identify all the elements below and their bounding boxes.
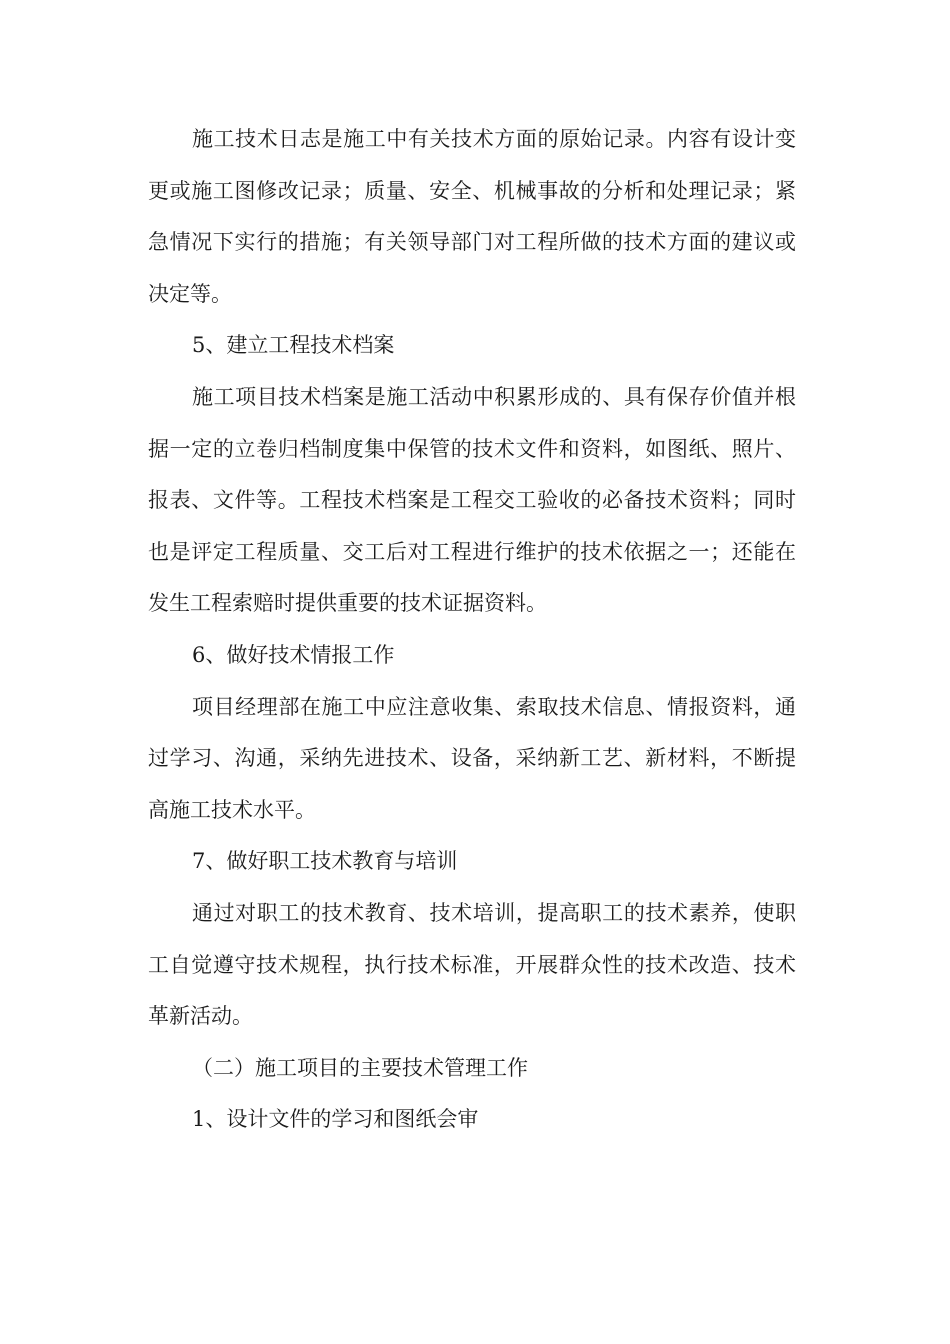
heading-design-review: 1、设计文件的学习和图纸会审: [192, 1107, 479, 1132]
paragraph-technical-intelligence: 项目经理部在施工中应注意收集、索取技术信息、情报资料，通过学习、沟通，采纳先进技术、设备，采纳新工艺、新材料，不断提高施工技术水平。: [148, 694, 796, 822]
paragraph-construction-log: 施工技术日志是施工中有关技术方面的原始记录。内容有设计变更或施工图修改记录；质量、安全、机械事故的分析和处理记录；紧急情况下实行的措施；有关领导部门对工程所做的技术方面的建议或决定等。: [148, 127, 796, 306]
section-heading-main-tasks: （二）施工项目的主要技术管理工作: [192, 1055, 528, 1080]
heading-technical-archives: 5、建立工程技术档案: [192, 333, 395, 358]
paragraph-staff-training: 通过对职工的技术教育、技术培训，提高职工的技术素养，使职工自觉遵守技术规程，执行技术标准，开展群众性的技术改造、技术革新活动。: [148, 900, 796, 1029]
heading-technical-intelligence: 6、做好技术情报工作: [192, 642, 395, 667]
heading-staff-training: 7、做好职工技术教育与培训: [192, 849, 458, 874]
document-body: [148, 114, 796, 1146]
paragraph-technical-archives: 施工项目技术档案是施工活动中积累形成的、具有保存价值并根据一定的立卷归档制度集中保管的技术文件和资料，如图纸、照片、报表、文件等。工程技术档案是工程交工验收的必备技术资料；同时也是评定工程质量、交工后对工程进行维护的技术依据之一；还能在发生工程索赔时提供重要的技术证据资料。: [148, 384, 796, 616]
